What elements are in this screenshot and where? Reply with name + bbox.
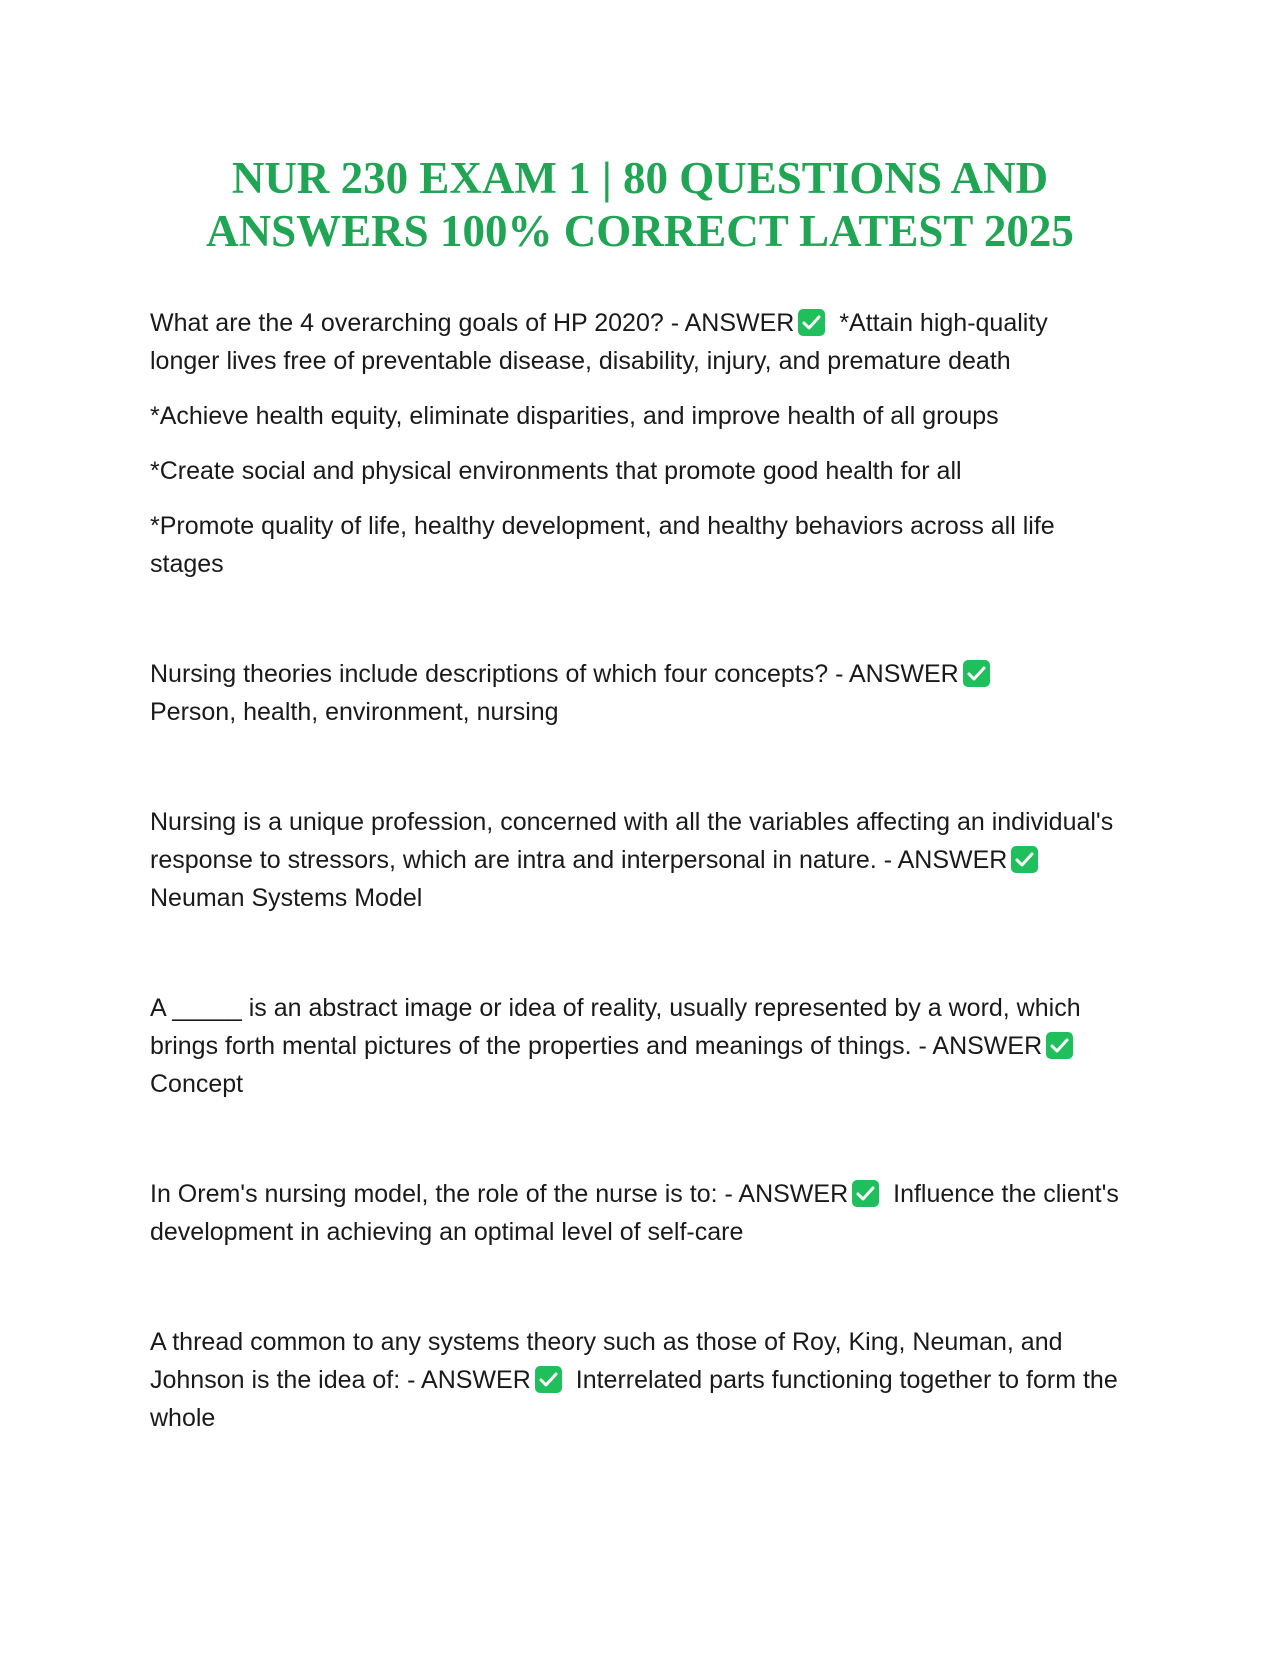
answer-extra: *Achieve health equity, eliminate disparities, and improve health of all groups [150,402,999,430]
answer-extra: *Promote quality of life, healthy development, and healthy behaviors across all life stages [150,512,1055,578]
qa-paragraph [150,1323,1120,1437]
checkmark-icon [852,1180,879,1207]
checkmark-icon [1046,1032,1073,1059]
answer-extra: *Create social and physical environments that promote good health for all [150,457,962,485]
document-title [150,152,1130,258]
qa-paragraph [150,304,1120,380]
qa-item [150,803,1120,917]
answer-marker: - ANSWER [883,846,1008,874]
answer-marker: - ANSWER [670,309,795,337]
answer-text: Person, health, environment, nursing [150,698,559,726]
question-text: What are the 4 overarching goals of HP 2020? [150,309,664,337]
checkmark-icon [535,1366,562,1393]
qa-item [150,1323,1120,1437]
qa-paragraph [150,1175,1120,1251]
answer-marker: - ANSWER [835,660,959,688]
question-text: A _____ is an abstract image or idea of reality, usually represented by a word, which brings forth mental pictures of the properties and meanings of things. [150,994,1081,1060]
question-text: A thread common to any systems theory such as those of Roy, King, Neuman, and Johnson is the idea of: [150,1328,1063,1394]
checkmark-icon [798,309,825,336]
qa-paragraph [150,989,1120,1103]
answer-text: Influence the client's development in achieving an optimal level of self-care [150,1180,1119,1246]
answer-marker: - ANSWER [918,1032,1043,1060]
qa-item [150,304,1120,583]
answer-marker: - ANSWER [407,1366,531,1394]
title-line-2: ANSWERS 100% CORRECT LATEST 2025 [206,206,1074,256]
qa-paragraph [150,655,1120,731]
title-line-1: NUR 230 EXAM 1 | 80 QUESTIONS AND [231,153,1049,203]
qa-item [150,655,1120,731]
question-text: Nursing is a unique profession, concerned with all the variables affecting an individual's response to stressors, which are intra and interpersonal in nature. [150,808,1114,874]
qa-item [150,989,1120,1103]
checkmark-icon [963,660,990,687]
qa-item [150,1175,1120,1251]
answer-text: Concept [150,1070,244,1098]
qa-paragraph [150,803,1120,917]
answer-text: Interrelated parts functioning together to form the whole [150,1366,1118,1432]
answer-text: *Attain high-quality longer lives free of preventable disease, disability, injury, and premature death [150,309,1048,375]
answer-marker: - ANSWER [724,1180,849,1208]
question-text: Nursing theories include descriptions of which four concepts? [150,660,829,688]
qa-list [150,304,1120,1509]
question-text: In Orem's nursing model, the role of the nurse is to: [150,1180,718,1208]
answer-text: Neuman Systems Model [150,884,423,912]
checkmark-icon [1011,846,1038,873]
